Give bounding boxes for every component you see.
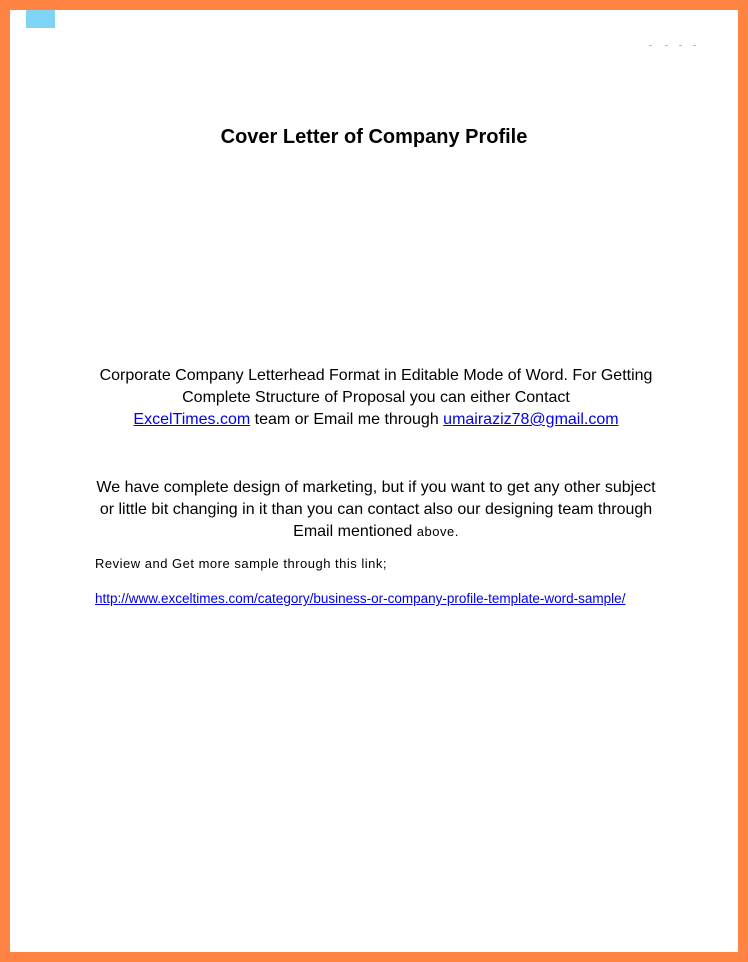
header-decoration (649, 45, 695, 49)
sample-url-container (95, 589, 665, 609)
marketing-text: We have complete design of marketing, but if you want to get any other subject or little bit changing in it than you can contact also our designing team through Email mentioned (96, 479, 656, 540)
review-text: Review and Get more sample through this link; (95, 556, 388, 571)
document-page (10, 10, 738, 952)
email-link[interactable]: umairaziz78@gmail.com (443, 411, 619, 428)
contact-text-2: team or Email me through (254, 411, 439, 428)
document-title: Cover Letter of Company Profile (220, 126, 528, 148)
sample-url-link[interactable]: http://www.exceltimes.com/category/business-or-company-profile-template-word-sample/ (95, 591, 626, 606)
marketing-paragraph (90, 477, 662, 543)
contact-text: Corporate Company Letterhead Format in Editable Mode of Word. For Getting Complete Structure of Proposal you can either Contact (99, 367, 653, 406)
exceltimes-link[interactable]: ExcelTimes.com (133, 411, 251, 428)
contact-paragraph (90, 365, 662, 431)
marketing-text-tail: above. (416, 524, 459, 539)
corner-tab-marker (26, 10, 55, 28)
